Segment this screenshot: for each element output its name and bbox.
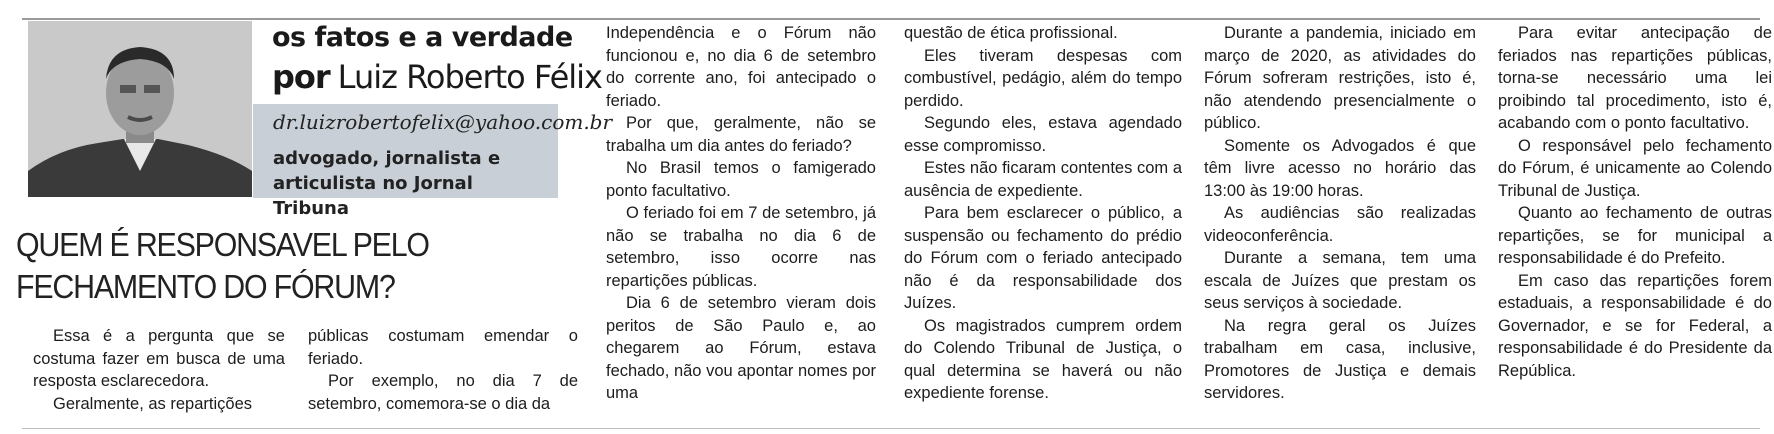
author-role: advogado, jornalista e articulista no Jornal Tribuna bbox=[273, 148, 501, 219]
paragraph: O responsável pelo fechamento do Fórum, é unicamente ao Colendo Tribunal de Justiça. bbox=[1498, 136, 1772, 200]
paragraph: O feriado foi em 7 de setembro, já não se trabalha no dia 6 de setembro, isso ocorre nas repartições públicas. bbox=[606, 204, 876, 290]
paragraph: No Brasil temos o famigerado ponto facultativo. bbox=[606, 159, 876, 200]
article-headline: QUEM É RESPONSAVEL PELO FECHAMENTO DO FÓRUM? bbox=[16, 226, 429, 305]
top-rule bbox=[22, 18, 1760, 20]
paragraph: Segundo eles, estava agendado esse compromisso. bbox=[904, 114, 1182, 155]
paragraph: públicas costumam emendar o feriado. bbox=[308, 327, 578, 368]
paragraph: Eles tiveram despesas com combustível, pedágio, além do tempo perdido. bbox=[904, 46, 1182, 110]
paragraph: Em caso das repartições forem estaduais, a responsabilidade é do Governador, e se for Federal, a responsabilidade é do Presidente da República. bbox=[1498, 271, 1772, 380]
article-column-4 bbox=[904, 22, 1182, 405]
article-column-6 bbox=[1498, 22, 1772, 382]
author-name: Luiz Roberto Félix bbox=[337, 58, 602, 96]
author-email: dr.luizrobertofelix@yahoo.com.br bbox=[273, 110, 613, 134]
column-kicker: os fatos e a verdade bbox=[272, 22, 573, 53]
paragraph: Por que, geralmente, não se trabalha um dia antes do feriado? bbox=[606, 114, 876, 155]
paragraph: Essa é a pergunta que se costuma fazer em busca de uma resposta esclarecedora. bbox=[33, 327, 285, 390]
article-column-3 bbox=[606, 22, 876, 405]
paragraph: Dia 6 de setembro vieram dois peritos de São Paulo e, ao chegarem ao Fórum, estava fechado, não vou apontar nomes por uma bbox=[606, 294, 876, 402]
author-portrait-image bbox=[28, 21, 252, 197]
by-word: por bbox=[272, 58, 330, 96]
paragraph: questão de ética profissional. bbox=[904, 24, 1118, 42]
paragraph: Durante a pandemia, iniciado em março de 2020, as atividades do Fórum sofreram restrições, isto é, não atendendo presencialmente o público. bbox=[1204, 24, 1476, 132]
paragraph: Para evitar antecipação de feriados nas repartições públicas, torna-se necessário uma lei proibindo tal procedimento, isto é, acabando com o ponto facultativo. bbox=[1498, 24, 1772, 132]
paragraph: Independência e o Fórum não funcionou e, no dia 6 de setembro do corrente ano, foi antecipado o feriado. bbox=[606, 24, 876, 110]
bottom-rule bbox=[22, 428, 1760, 429]
paragraph: Somente os Advogados é que têm livre acesso no horário das 13:00 às 19:00 horas. bbox=[1204, 136, 1476, 200]
paragraph: Os magistrados cumprem ordem do Colendo Tribunal de Justiça, o qual determina se haverá ou não expediente forense. bbox=[904, 316, 1182, 402]
paragraph: Para bem esclarecer o público, a suspensão ou fechamento do prédio do Fórum com o feriado antecipado não é da responsabilidade dos Juízes. bbox=[904, 204, 1182, 312]
author-photo bbox=[28, 21, 252, 197]
article-column-1 bbox=[33, 325, 285, 415]
paragraph: Por exemplo, no dia 7 de setembro, comemora-se o dia da bbox=[308, 372, 578, 413]
paragraph: Estes não ficaram contentes com a ausência de expediente. bbox=[904, 159, 1182, 200]
article-column-5 bbox=[1204, 22, 1476, 405]
paragraph: As audiências são realizadas videoconferência. bbox=[1204, 204, 1476, 245]
paragraph: Quanto ao fechamento de outras repartições, se for municipal a responsabilidade é do Prefeito. bbox=[1498, 204, 1772, 267]
article-column-2 bbox=[308, 325, 578, 415]
paragraph: Durante a semana, tem uma escala de Juízes que prestam os seus serviços à sociedade. bbox=[1204, 249, 1476, 312]
byline bbox=[272, 58, 602, 96]
paragraph: Geralmente, as repartições bbox=[53, 394, 253, 413]
paragraph: Na regra geral os Juízes trabalham em casa, inclusive, Promotores de Justiça e demais servidores. bbox=[1204, 316, 1476, 402]
author-contact-box bbox=[253, 104, 613, 219]
